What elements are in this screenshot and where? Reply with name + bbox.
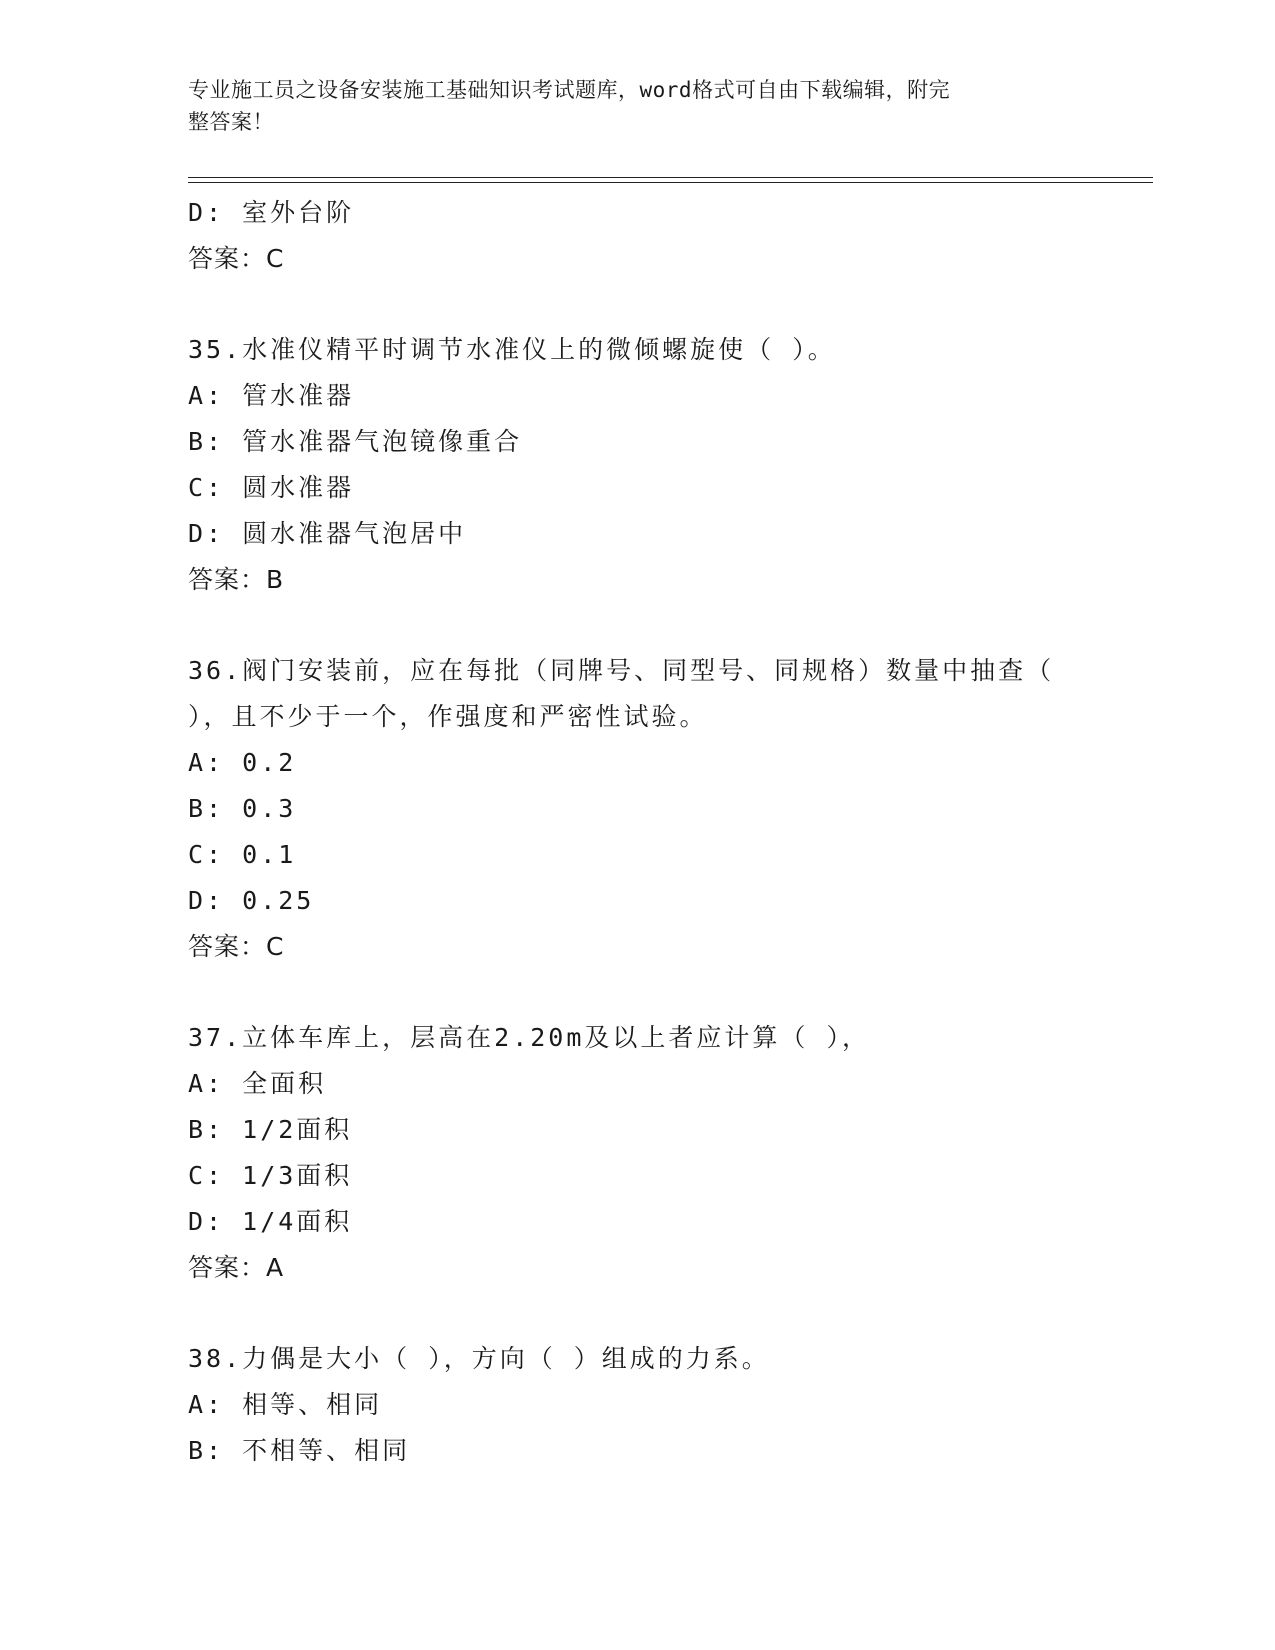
question-38-option-b: B: 不相等、相同: [188, 1436, 411, 1465]
spacer: [188, 282, 1088, 327]
question-35-stem: 35.水准仪精平时调节水准仪上的微倾螺旋使（ ）。: [188, 335, 836, 364]
question-37-option-c: C: 1/3面积: [188, 1161, 353, 1190]
header-divider-top: [188, 177, 1153, 178]
header-divider-bottom: [188, 182, 1153, 183]
question-36-stem-line-2: ），且不少于一个，作强度和严密性试验。: [188, 702, 708, 731]
question-36-option-a: A: 0.2: [188, 748, 297, 777]
question-37-option-a: A: 全面积: [188, 1069, 327, 1098]
question-35-answer: 答案：B: [188, 565, 285, 594]
document-header: [188, 74, 1068, 138]
prev-answer: 答案：C: [188, 244, 285, 273]
question-36-option-b: B: 0.3: [188, 794, 297, 823]
spacer: [188, 603, 1088, 648]
question-35-option-b: B: 管水准器气泡镜像重合: [188, 427, 523, 456]
question-35-option-d: D: 圆水准器气泡居中: [188, 519, 467, 548]
question-35-option-a: A: 管水准器: [188, 381, 355, 410]
question-37: [188, 1015, 1088, 1291]
question-37-stem: 37.立体车库上，层高在2.20m及以上者应计算（ ），: [188, 1023, 870, 1052]
question-36-answer: 答案：C: [188, 932, 285, 961]
header-line-2: 整答案！: [188, 110, 274, 134]
header-line-1: 专业施工员之设备安装施工基础知识考试题库，word格式可自由下载编辑，附完: [188, 78, 951, 102]
question-35: [188, 327, 1088, 603]
question-list: [188, 190, 1088, 1474]
question-37-option-d: D: 1/4面积: [188, 1207, 353, 1236]
spacer: [188, 1291, 1088, 1336]
question-37-answer: 答案：A: [188, 1253, 285, 1282]
question-38-option-a: A: 相等、相同: [188, 1390, 383, 1419]
question-38-stem: 38.力偶是大小（ ），方向（ ）组成的力系。: [188, 1344, 770, 1373]
question-36: [188, 648, 1088, 970]
prev-option-d: D: 室外台阶: [188, 198, 355, 227]
question-37-option-b: B: 1/2面积: [188, 1115, 353, 1144]
question-36-option-c: C: 0.1: [188, 840, 297, 869]
spacer: [188, 970, 1088, 1015]
question-36-stem-line-1: 36.阀门安装前，应在每批（同牌号、同型号、同规格）数量中抽查（: [188, 656, 1055, 685]
question-38: [188, 1336, 1088, 1474]
question-36-option-d: D: 0.25: [188, 886, 315, 915]
question-35-option-c: C: 圆水准器: [188, 473, 355, 502]
